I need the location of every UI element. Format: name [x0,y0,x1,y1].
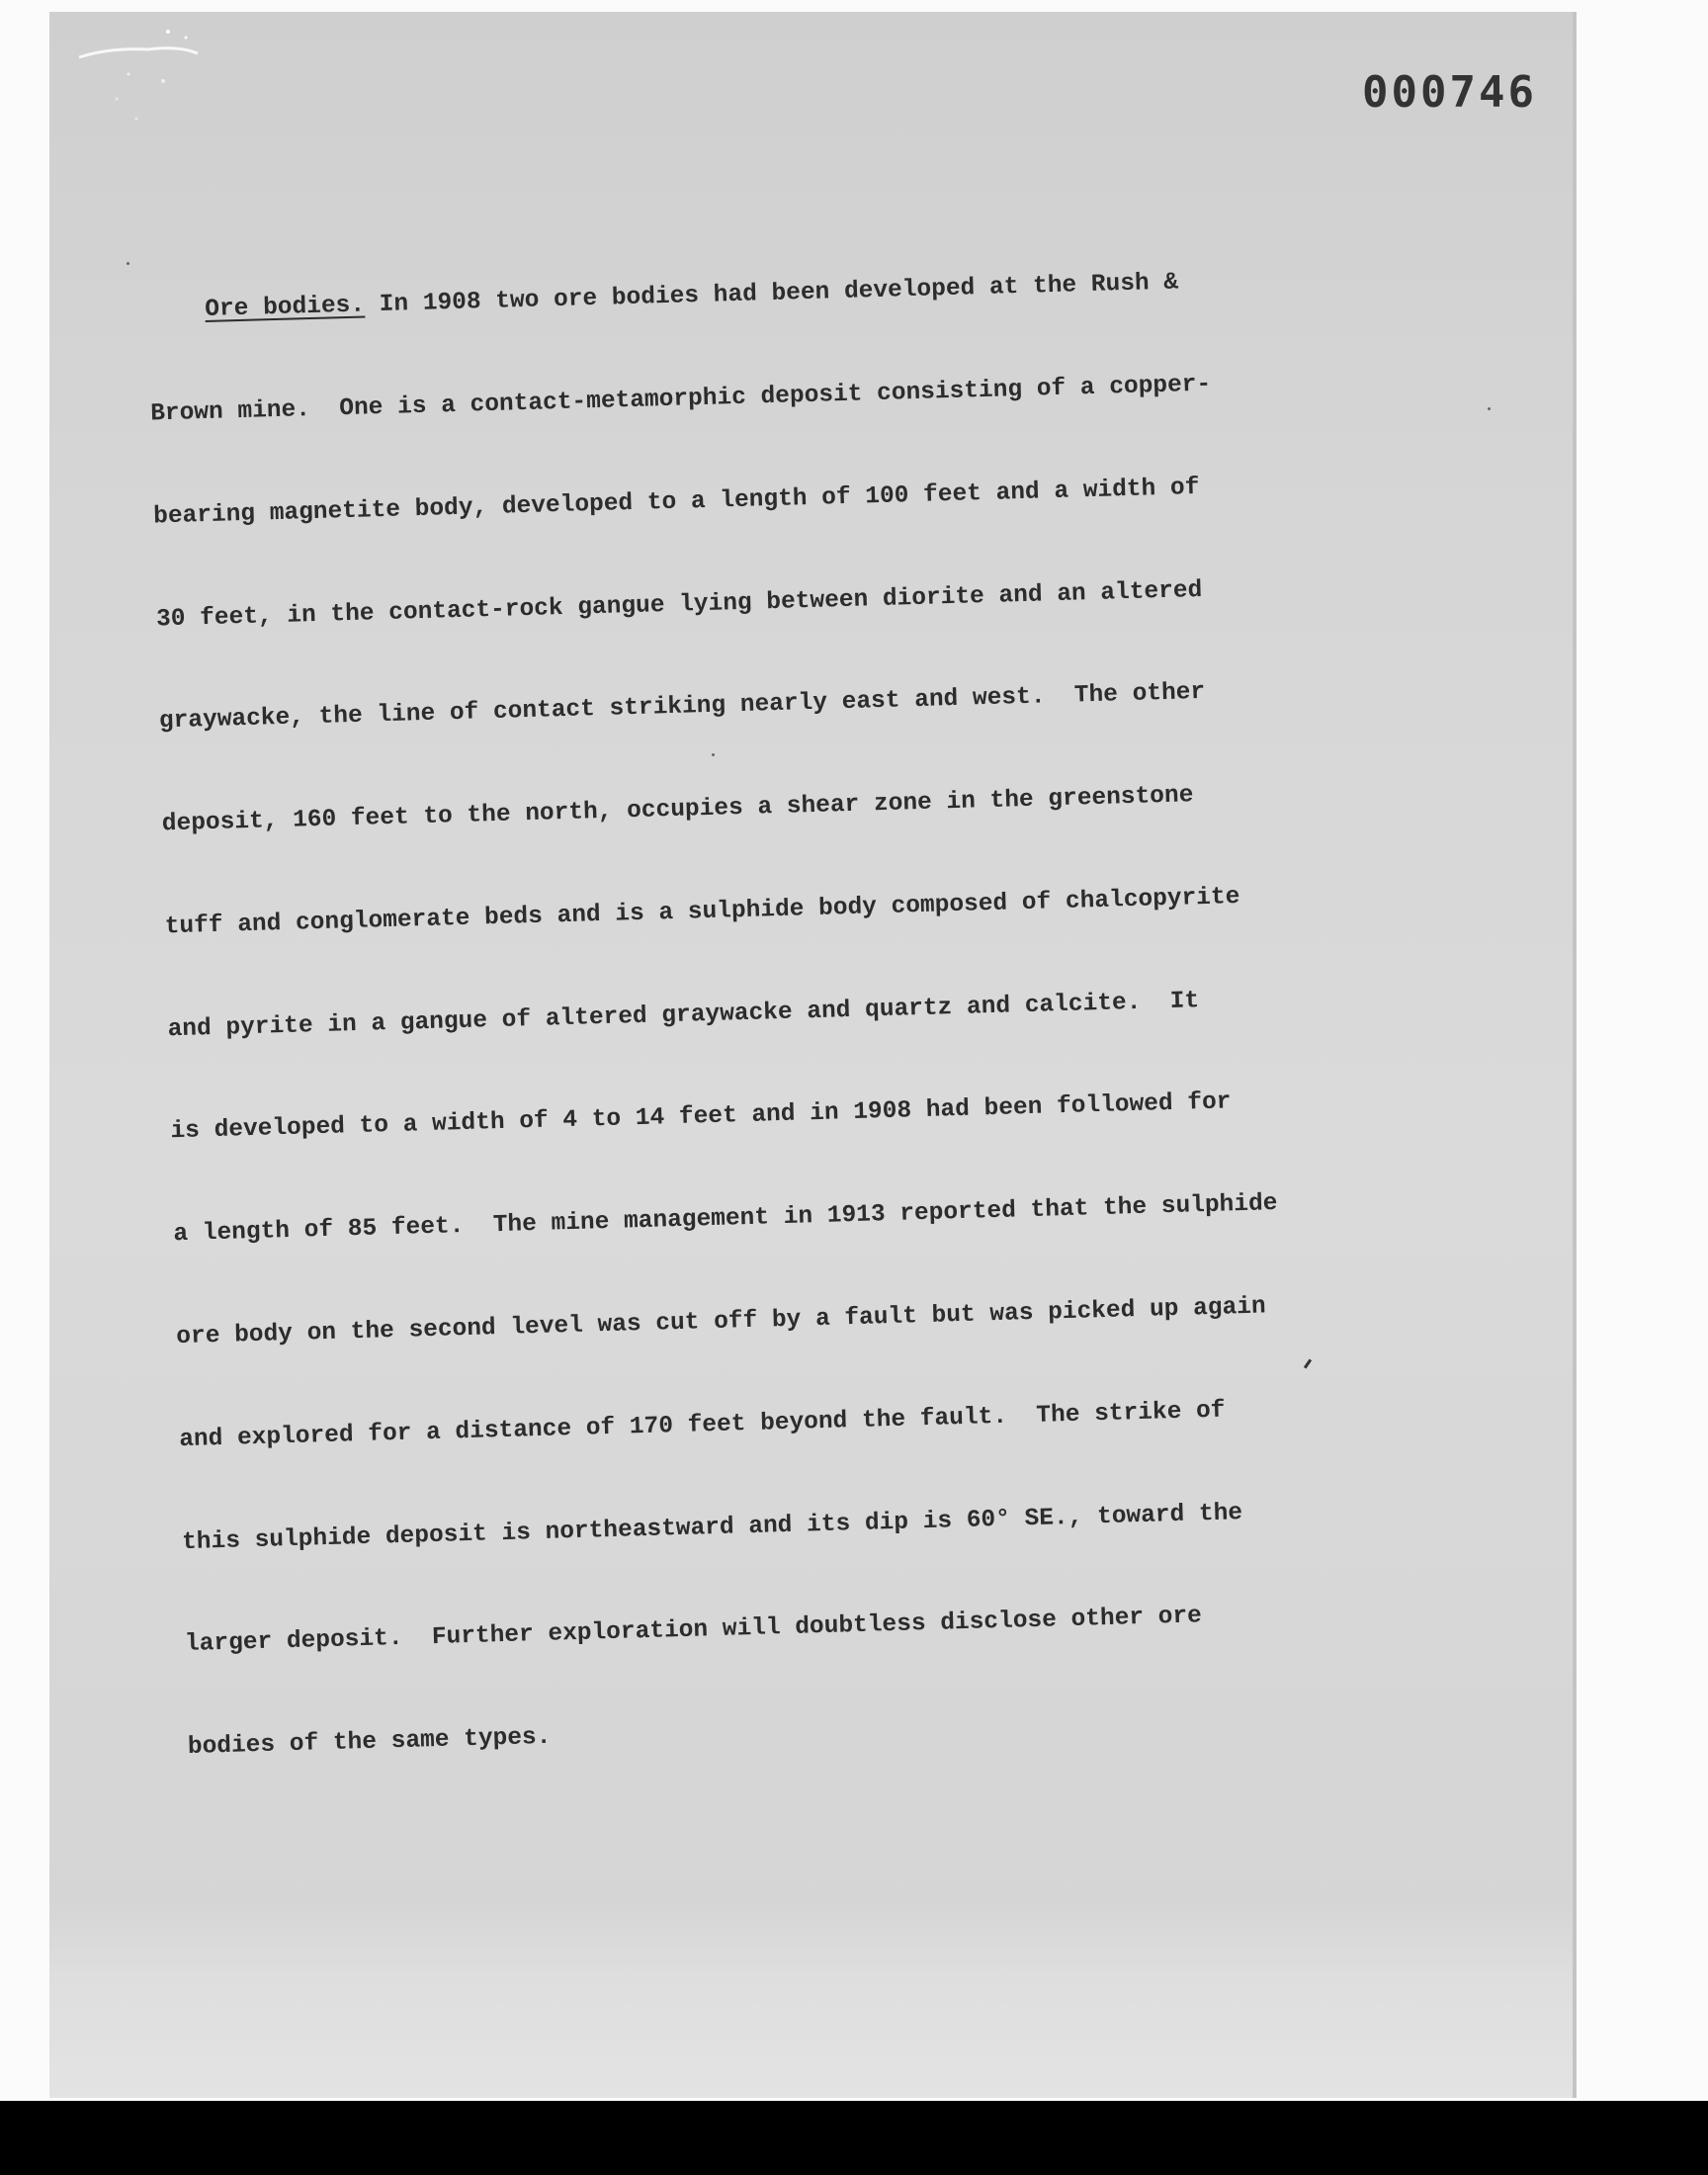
stray-dot [1488,407,1491,410]
paragraph-line: graywacke, the line of contact striking nearly east and west. The other [158,679,1206,736]
stray-dot [712,753,715,756]
first-line-text: In 1908 two ore bodies had been developed at the Rush & [364,269,1179,319]
paragraph-line: 30 feet, in the contact-rock gangue lying between diorite and an altered [155,576,1203,633]
stray-dot [127,262,129,265]
ore-bodies-paragraph [149,190,1532,1833]
corner-specks [69,20,227,148]
paragraph-line: and pyrite in a gangue of altered graywacke and quartz and calcite. It [167,987,1200,1043]
paragraph-line: this sulphide deposit is northeastward and its dip is 60° SE., toward the [181,1499,1243,1556]
section-heading: Ore bodies. [205,292,366,324]
paragraph-line: bearing magnetite body, developed to a length of 100 feet and a width of [152,474,1200,531]
paragraph-line: tuff and conglomerate beds and is a sulphide body composed of chalcopyrite [164,883,1240,941]
paragraph-line [205,258,1490,328]
paragraph-line: a length of 85 feet. The mine management in 1913 reported that the sulphide [173,1190,1278,1249]
paragraph-line: larger deposit. Further exploration will doubtless disclose other ore [184,1603,1203,1659]
paper-lower-band [49,1900,1577,2098]
paragraph-line: Brown mine. One is a contact-metamorphic deposit consisting of a copper- [149,371,1212,428]
page-number: 000746 [1362,67,1537,118]
scanner-bottom-border [0,2101,1708,2175]
paper-right-edge [1573,12,1577,2098]
paragraph-line: bodies of the same types. [187,1723,552,1762]
paragraph-line: deposit, 160 feet to the north, occupies a shear zone in the greenstone [161,782,1194,838]
paragraph-line: ore body on the second level was cut off by a fault but was picked up again [176,1293,1267,1351]
paragraph-line: is developed to a width of 4 to 14 feet and in 1908 had been followed for [170,1088,1232,1146]
paragraph-line: and explored for a distance of 170 feet beyond the fault. The strike of [178,1397,1226,1453]
